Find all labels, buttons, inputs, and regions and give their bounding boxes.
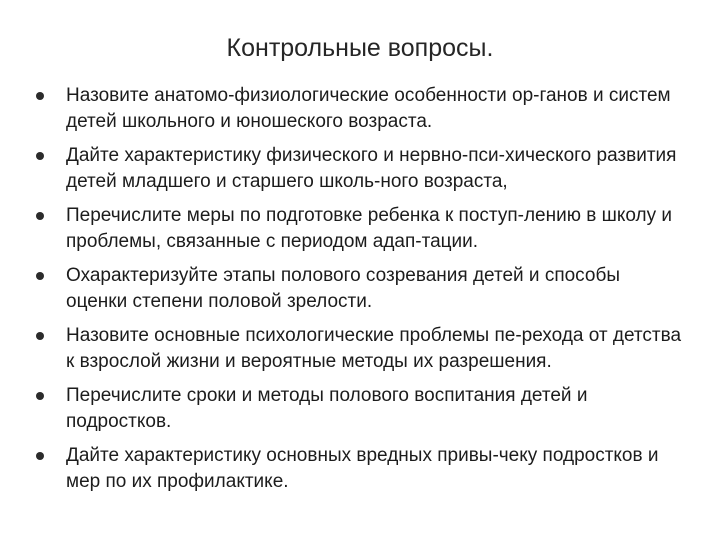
list-item-text: Дайте характеристику физического и нервно-пси-хического развития детей младшего и старшего школь-ного возраста, bbox=[66, 145, 677, 192]
bullet-icon bbox=[36, 332, 44, 340]
bullet-icon bbox=[36, 392, 44, 400]
list-item-text: Назовите основные психологические проблемы пе-рехода от детства к взрослой жизни и вероятные методы их разрешения. bbox=[66, 325, 682, 372]
list-item-text: Перечислите сроки и методы полового воспитания детей и подростков. bbox=[66, 385, 588, 432]
bullet-list bbox=[36, 83, 686, 503]
list-item bbox=[36, 83, 686, 135]
list-item bbox=[36, 203, 686, 255]
list-item-text: Дайте характеристику основных вредных привы-чеку подростков и мер по их профилактике. bbox=[66, 445, 659, 492]
list-item bbox=[36, 323, 686, 375]
list-item bbox=[36, 143, 686, 195]
list-item bbox=[36, 263, 686, 315]
bullet-icon bbox=[36, 452, 44, 460]
bullet-icon bbox=[36, 92, 44, 100]
list-item-text: Охарактеризуйте этапы полового созревания детей и способы оценки степени половой зрелости. bbox=[66, 265, 620, 312]
bullet-icon bbox=[36, 212, 44, 220]
list-item bbox=[36, 443, 686, 495]
bullet-icon bbox=[36, 152, 44, 160]
list-item-text: Назовите анатомо-физиологические особенности ор-ганов и систем детей школьного и юношеского возраста. bbox=[66, 85, 671, 132]
slide-title: Контрольные вопросы. bbox=[226, 34, 494, 62]
bullet-icon bbox=[36, 272, 44, 280]
list-item bbox=[36, 383, 686, 435]
list-item-text: Перечислите меры по подготовке ребенка к поступ-лению в школу и проблемы, связанные с периодом адап-тации. bbox=[66, 205, 673, 252]
